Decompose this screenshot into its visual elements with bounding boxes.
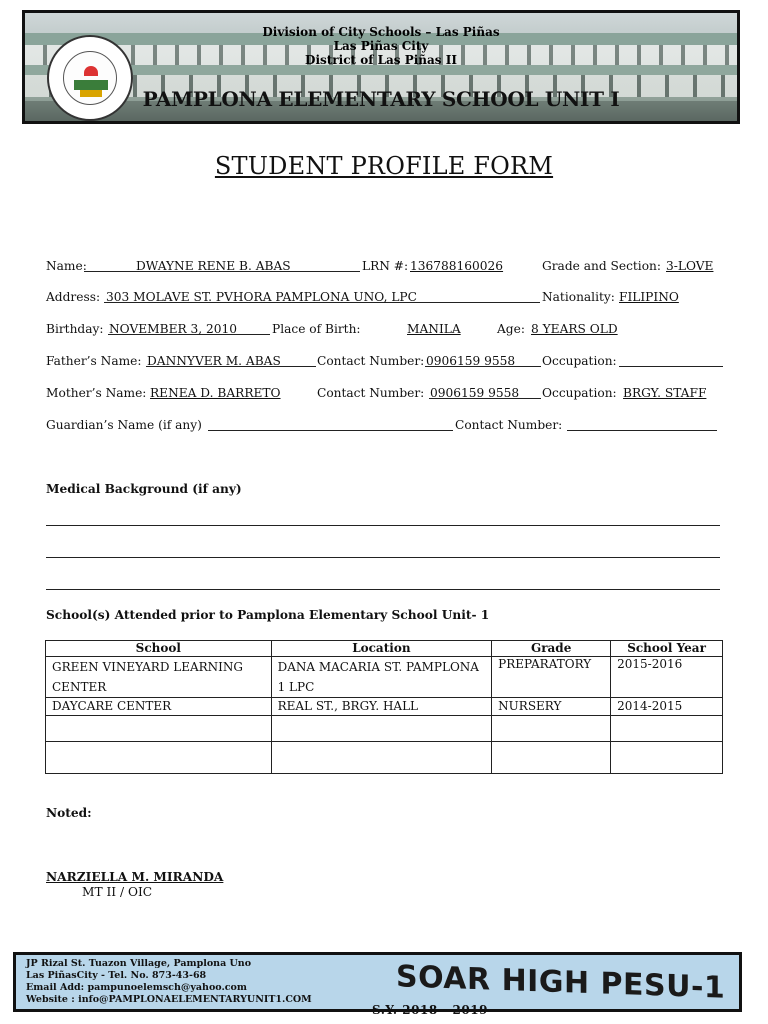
header-banner: [22, 10, 740, 124]
grade-label: Grade and Section:: [542, 259, 661, 273]
father-contact-value[interactable]: 0906159 9558: [426, 354, 516, 368]
birthday-label: Birthday:: [46, 322, 104, 336]
footer-address1: JP Rizal St. Tuazon Village, Pamplona Uno: [26, 958, 252, 969]
address-label: Address:: [46, 290, 101, 304]
table-header: School: [46, 641, 272, 657]
table-cell[interactable]: PREPARATORY: [492, 657, 611, 698]
footer-website: Website : info@PAMPLONAELEMENTARYUNIT1.COM: [26, 994, 312, 1005]
guardian-label: Guardian’s Name (if any): [46, 418, 202, 432]
table-cell[interactable]: DAYCARE CENTER: [46, 698, 272, 716]
mother-value[interactable]: RENEA D. BARRETO: [150, 386, 281, 400]
guardian-line[interactable]: [208, 430, 453, 431]
nationality-label: Nationality:: [542, 290, 615, 304]
table-cell[interactable]: [492, 716, 611, 742]
age-value[interactable]: 8 YEARS OLD: [531, 322, 618, 336]
mother-contact-value[interactable]: 0906159 9558: [430, 386, 520, 400]
guardian-contact-line[interactable]: [567, 430, 717, 431]
district-line: District of Las Piñas II: [305, 53, 457, 67]
table-row: [46, 716, 723, 742]
medical-line[interactable]: [46, 557, 720, 558]
name-label: Name:: [46, 259, 87, 273]
table-cell[interactable]: REAL ST., BRGY. HALL: [271, 698, 492, 716]
table-row: [46, 698, 723, 716]
father-contact-label: Contact Number:: [317, 354, 425, 368]
age-label: Age:: [497, 322, 525, 336]
form-title: STUDENT PROFILE FORM: [214, 152, 554, 180]
table-cell[interactable]: [46, 742, 272, 774]
table-cell[interactable]: [271, 742, 492, 774]
table-header: Grade: [492, 641, 611, 657]
medical-line[interactable]: [46, 525, 720, 526]
medical-line[interactable]: [46, 589, 720, 590]
mother-label: Mother’s Name:: [46, 386, 147, 400]
table-row: [46, 657, 723, 698]
table-cell[interactable]: [46, 716, 272, 742]
pob-label: Place of Birth:: [272, 322, 361, 336]
father-label: Father’s Name:: [46, 354, 142, 368]
mother-occupation-value[interactable]: BRGY. STAFF: [623, 386, 707, 400]
signatory-name: NARZIELLA M. MIRANDA: [46, 870, 224, 884]
school-year: S.Y. 2018 - 2019: [372, 1003, 488, 1017]
city-line: Las Piñas City: [333, 39, 429, 53]
nationality-value[interactable]: FILIPINO: [619, 290, 679, 304]
table-row: [46, 742, 723, 774]
school-name: PAMPLONA ELEMENTARY SCHOOL UNIT I: [142, 87, 620, 111]
pob-value[interactable]: MANILA: [407, 322, 461, 336]
table-cell[interactable]: [271, 716, 492, 742]
footer-address2: Las PiñasCity - Tel. No. 873-43-68: [26, 970, 207, 981]
table-cell[interactable]: GREEN VINEYARD LEARNING CENTER: [46, 657, 272, 698]
father-occupation-label: Occupation:: [542, 354, 617, 368]
footer-slogan: SOAR HIGH PESU-1: [396, 959, 726, 1006]
grade-value[interactable]: 3-LOVE: [666, 259, 714, 273]
father-value[interactable]: DANNYVER M. ABAS: [147, 354, 281, 368]
lrn-value[interactable]: 136788160026: [410, 259, 504, 273]
table-cell[interactable]: NURSERY: [492, 698, 611, 716]
table-cell[interactable]: 2015-2016: [611, 657, 723, 698]
table-cell[interactable]: [611, 742, 723, 774]
table-header: Location: [271, 641, 492, 657]
birthday-value[interactable]: NOVEMBER 3, 2010: [109, 322, 238, 336]
noted-label: Noted:: [46, 806, 92, 820]
schools-label: School(s) Attended prior to Pamplona Elementary School Unit- 1: [46, 608, 490, 622]
lrn-label: LRN #:: [362, 259, 409, 273]
address-value[interactable]: 303 MOLAVE ST. PVHORA PAMPLONA UNO, LPC: [106, 290, 417, 304]
table-cell[interactable]: DANA MACARIA ST. PAMPLONA 1 LPC: [271, 657, 492, 698]
schools-table: [45, 640, 723, 774]
footer-email: Email Add: pampunoelemsch@yahoo.com: [26, 982, 247, 993]
table-header-row: [46, 641, 723, 657]
table-header: School Year: [611, 641, 723, 657]
table-cell[interactable]: [492, 742, 611, 774]
table-cell[interactable]: [611, 716, 723, 742]
division-line: Division of City Schools – Las Piñas: [262, 25, 500, 39]
signatory-position: MT II / OIC: [82, 885, 153, 899]
guardian-contact-label: Contact Number:: [455, 418, 563, 432]
medical-label: Medical Background (if any): [46, 482, 242, 496]
table-cell[interactable]: 2014-2015: [611, 698, 723, 716]
father-occupation-line[interactable]: [619, 366, 723, 367]
mother-occupation-label: Occupation:: [542, 386, 617, 400]
mother-contact-label: Contact Number:: [317, 386, 425, 400]
name-value[interactable]: DWAYNE RENE B. ABAS: [136, 259, 291, 273]
